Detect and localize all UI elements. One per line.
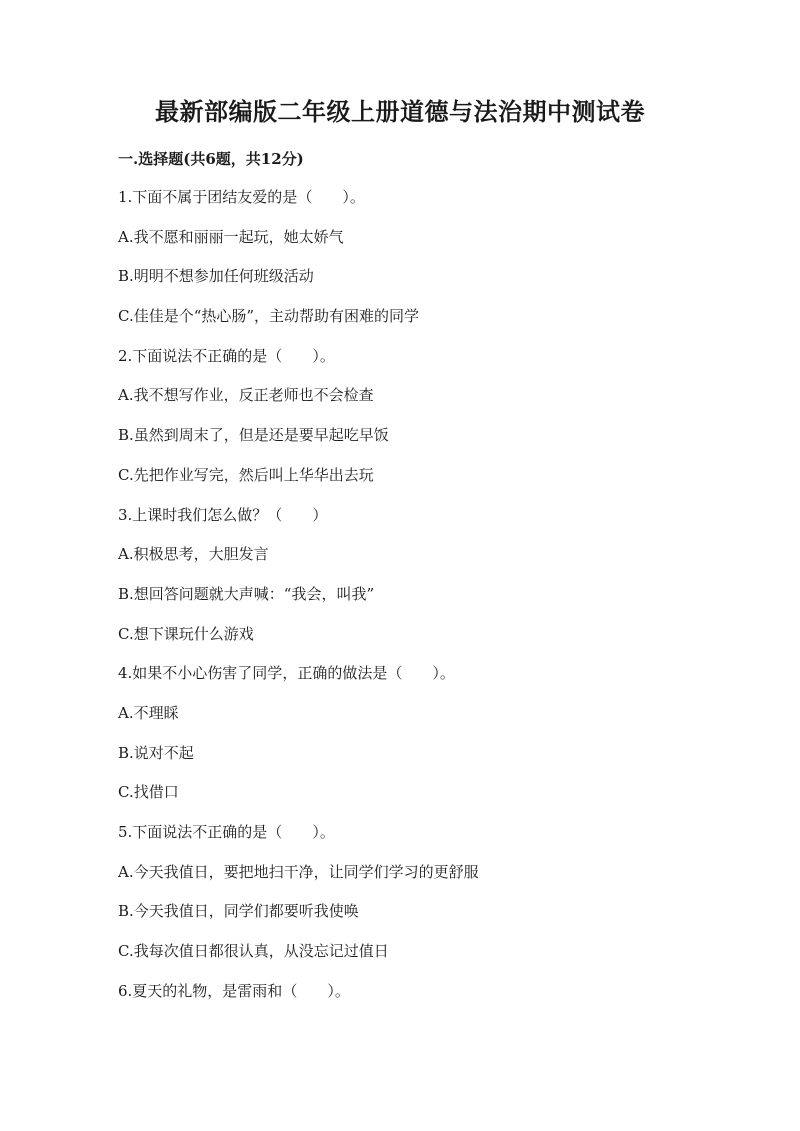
question-2-stem: 2.下面说法不正确的是（ ）。 [118,346,335,365]
question-4-option-a: A.不理睬 [118,703,179,722]
question-1-option-b: B.明明不想参加任何班级活动 [118,267,314,286]
question-3-option-a: A.积极思考，大胆发言 [118,545,269,564]
question-1-stem: 1.下面不属于团结友爱的是（ ）。 [118,188,365,206]
question-3-option-b: B.想回答问题就大声喊：“我会，叫我” [118,584,375,603]
question-3-option-c: C.想下课玩什么游戏 [118,624,254,643]
question-4-stem: 4.如果不小心伤害了同学，正确的做法是（ ）。 [118,664,455,683]
page-title: 最新部编版二年级上册道德与法治期中测试卷 [155,97,645,126]
question-5-option-a: A.今天我值日，要把地扫干净，让同学们学习的更舒服 [118,862,479,881]
question-2-option-b: B.虽然到周末了，但是还是要早起吃早饭 [118,426,389,445]
question-list [118,186,718,1019]
question-4-option-b: B.说对不起 [118,743,194,762]
question-1-option-a: A.我不愿和丽丽一起玩，她太娇气 [118,227,344,246]
question-5-option-b: B.今天我值日，同学们都要听我使唤 [118,902,359,921]
question-5-option-c: C.我每次值日都很认真，从没忘记过值日 [118,942,389,961]
question-1-option-c: C.佳佳是个“热心肠”，主动帮助有困难的同学 [118,307,420,326]
question-2-option-a: A.我不想写作业，反正老师也不会检查 [118,386,374,405]
question-6-stem: 6.夏天的礼物，是雷雨和（ ）。 [118,981,350,1000]
question-3-stem: 3.上课时我们怎么做？（ ） [118,505,328,524]
question-2-option-c: C.先把作业写完，然后叫上华华出去玩 [118,465,374,484]
question-5-stem: 5.下面说法不正确的是（ ）。 [118,823,335,841]
section-heading: 一.选择题(共6题，共12分) [118,150,304,168]
question-4-option-c: C.找借口 [118,783,179,802]
